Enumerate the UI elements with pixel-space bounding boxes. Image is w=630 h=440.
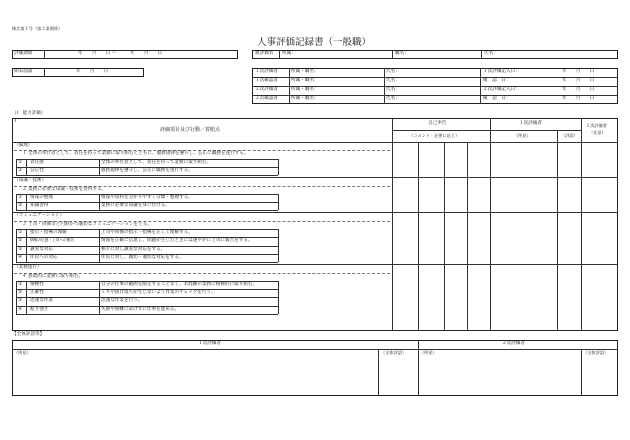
evaluator-date-label: 確 認 日：: [483, 78, 511, 83]
evaluator-date[interactable]: 年 月 日: [562, 87, 595, 92]
overall-second-view-field[interactable]: [420, 357, 579, 394]
evaluator-affiliation[interactable]: 所属・職名：: [291, 87, 319, 92]
overall-second-score: （全体評語）: [583, 350, 609, 355]
item-text: 全体の奉仕者として、責任を持って業務に取り組む。: [101, 159, 212, 165]
overall-second-title: ２次評価者: [502, 341, 525, 346]
item-label: 誠実な対応: [30, 246, 53, 252]
item-text: 上司や同僚の指示・指導を正しく理解する。: [101, 230, 193, 235]
self-subheader: （コメント：必要に応じ）: [409, 133, 460, 138]
category-statement: ２ 業務に必要な知識・技術を習得する。: [22, 186, 107, 192]
second-evaluator-sub: （任意）: [589, 130, 606, 135]
item-label: 指示・指導の理解: [30, 230, 67, 235]
overall-first-title: １次評価者: [198, 341, 221, 346]
item-text: 業務に必要な知識を身に付ける。: [101, 203, 170, 209]
evaluator-affiliation[interactable]: 所属・職名：: [291, 96, 319, 101]
item-number: ①: [18, 159, 23, 165]
evaluator-name[interactable]: 氏名：: [386, 96, 400, 101]
evaluatee-name[interactable]: 氏名：: [484, 51, 498, 56]
category-statement: ３ 上司・同僚等と円滑かつ適切なコミュニケーションをとる。: [22, 221, 152, 227]
evaluator-affiliation[interactable]: 所属・職名：: [291, 78, 319, 83]
evaluator-affiliation[interactable]: 所属・職名：: [291, 69, 319, 74]
item-label: 情報の伝達・上司への報告: [30, 238, 75, 243]
item-label: 知識習得: [30, 203, 49, 209]
first-score-header: （評語）: [561, 133, 578, 138]
overall-first-score: （全体評語）: [381, 350, 407, 355]
item-number: ④: [18, 254, 23, 260]
item-text: 服務規律を遵守し、公正に職務を遂行する。: [101, 167, 193, 173]
item-text: 自分の仕事の範囲を限定することなく、未経験の業務に積極的に取り組む。: [101, 281, 258, 287]
category-name: （倫理）: [14, 143, 33, 148]
period-label: 評価期間: [14, 51, 33, 56]
item-text: 失敗や困難にめげずに仕事を進める。: [101, 306, 180, 312]
second-evaluator-header: ２次評価者: [586, 123, 607, 128]
self-header: 自己申告: [428, 121, 447, 126]
item-text: ミスや抜け落ちが生じないよう作業のチェックを行う。: [101, 290, 216, 296]
item-text: 情報や資料を分かりやすく分類・整理する。: [101, 194, 193, 200]
overall-heading: 【全体評語等】: [12, 332, 45, 337]
first-evaluator-header: １次評価者: [519, 121, 542, 126]
item-label: 責任感: [30, 159, 44, 165]
item-number: ②: [18, 290, 23, 296]
overall-first-view-field[interactable]: [14, 357, 376, 394]
evaluator-name[interactable]: 氏名：: [386, 78, 400, 83]
evaluator-date[interactable]: 年 月 日: [562, 69, 595, 74]
item-number: ③: [18, 246, 23, 252]
evaluator-date-label: １次評価記入日：: [483, 69, 520, 74]
item-number: ②: [18, 203, 23, 209]
evaluator-label: ２次確認者: [255, 96, 278, 101]
item-number: ②: [18, 238, 23, 244]
item-number: ①: [18, 230, 23, 235]
evaluator-name[interactable]: 氏名：: [386, 87, 400, 92]
evaluator-date[interactable]: 年 月 日: [562, 96, 595, 101]
evaluator-date-label: 確 認 日：: [483, 96, 511, 101]
item-label: 正確性: [30, 290, 44, 296]
evaluatee-position[interactable]: 職名：: [395, 51, 409, 56]
evaluatee-affiliation[interactable]: 所属：: [282, 51, 296, 56]
item-text: 相手に対し誠実な対応をする。: [101, 246, 166, 252]
item-number: ①: [18, 281, 23, 287]
item-label: 住民への対応: [30, 254, 58, 260]
closing-date-value[interactable]: 年 月 日: [76, 69, 109, 74]
overall-second-view: （所見）: [420, 350, 437, 355]
item-text: 迅速な作業を行う。: [101, 298, 143, 304]
item-text: 住民に対し、親切・適切な対応をする。: [101, 254, 184, 260]
section-heading: （Ⅰ 能力評価）: [12, 111, 46, 116]
first-view-header: （所見）: [514, 133, 531, 138]
evaluatee-label: 被評価者: [255, 51, 274, 56]
overall-first-score-field[interactable]: [380, 357, 416, 394]
table-roman: Ⅰ: [15, 119, 17, 124]
form-number: 様式第１号（第２条関係）: [12, 26, 63, 31]
category-statement: ４ 意欲的に業務に取り組む。: [22, 273, 84, 279]
item-number: ④: [18, 306, 23, 312]
item-label: 粘り強さ: [30, 306, 49, 312]
evaluatee-box: [252, 50, 618, 59]
category-name: （業務遂行）: [14, 265, 42, 271]
item-number: ①: [18, 194, 23, 200]
evaluator-label: １次評価者: [255, 69, 278, 74]
period-range[interactable]: 年 月 日 〜 年 月 日: [78, 51, 163, 56]
evaluator-date[interactable]: 年 月 日: [562, 78, 595, 83]
item-text: 情報を正確に伝達し、問題が生じたときには速やかに上司に報告をする。: [101, 238, 253, 244]
item-number: ②: [18, 167, 23, 173]
evaluator-date-label: ２次評価記入日：: [483, 87, 520, 92]
category-name: （コミュニケーション）: [14, 213, 65, 219]
overall-second-score-field[interactable]: [583, 357, 616, 394]
item-label: 公正性: [30, 167, 44, 173]
category-statement: １ 全体の奉仕者として、責任を持って業務に取り組むとともに、服務規律を遵守し、公正に職務を遂行する。: [22, 151, 249, 157]
page-title: 人事評価記録書（一般職）: [257, 37, 372, 48]
item-label: 情報の整理: [30, 194, 53, 200]
item-label: 積極性: [30, 281, 44, 287]
item-label: 迅速な作業: [30, 298, 53, 304]
category-name: （知識・技術）: [14, 178, 47, 184]
evaluator-name[interactable]: 氏名：: [386, 69, 400, 74]
closing-date-label: 期末面談: [14, 69, 33, 74]
table-items-header: 評価項目及び行動／着眼点: [160, 127, 221, 133]
evaluator-label: ２次評価者: [255, 87, 278, 92]
evaluator-label: １次確認者: [255, 78, 278, 83]
item-number: ③: [18, 298, 23, 304]
overall-first-view: （所見）: [14, 350, 31, 355]
